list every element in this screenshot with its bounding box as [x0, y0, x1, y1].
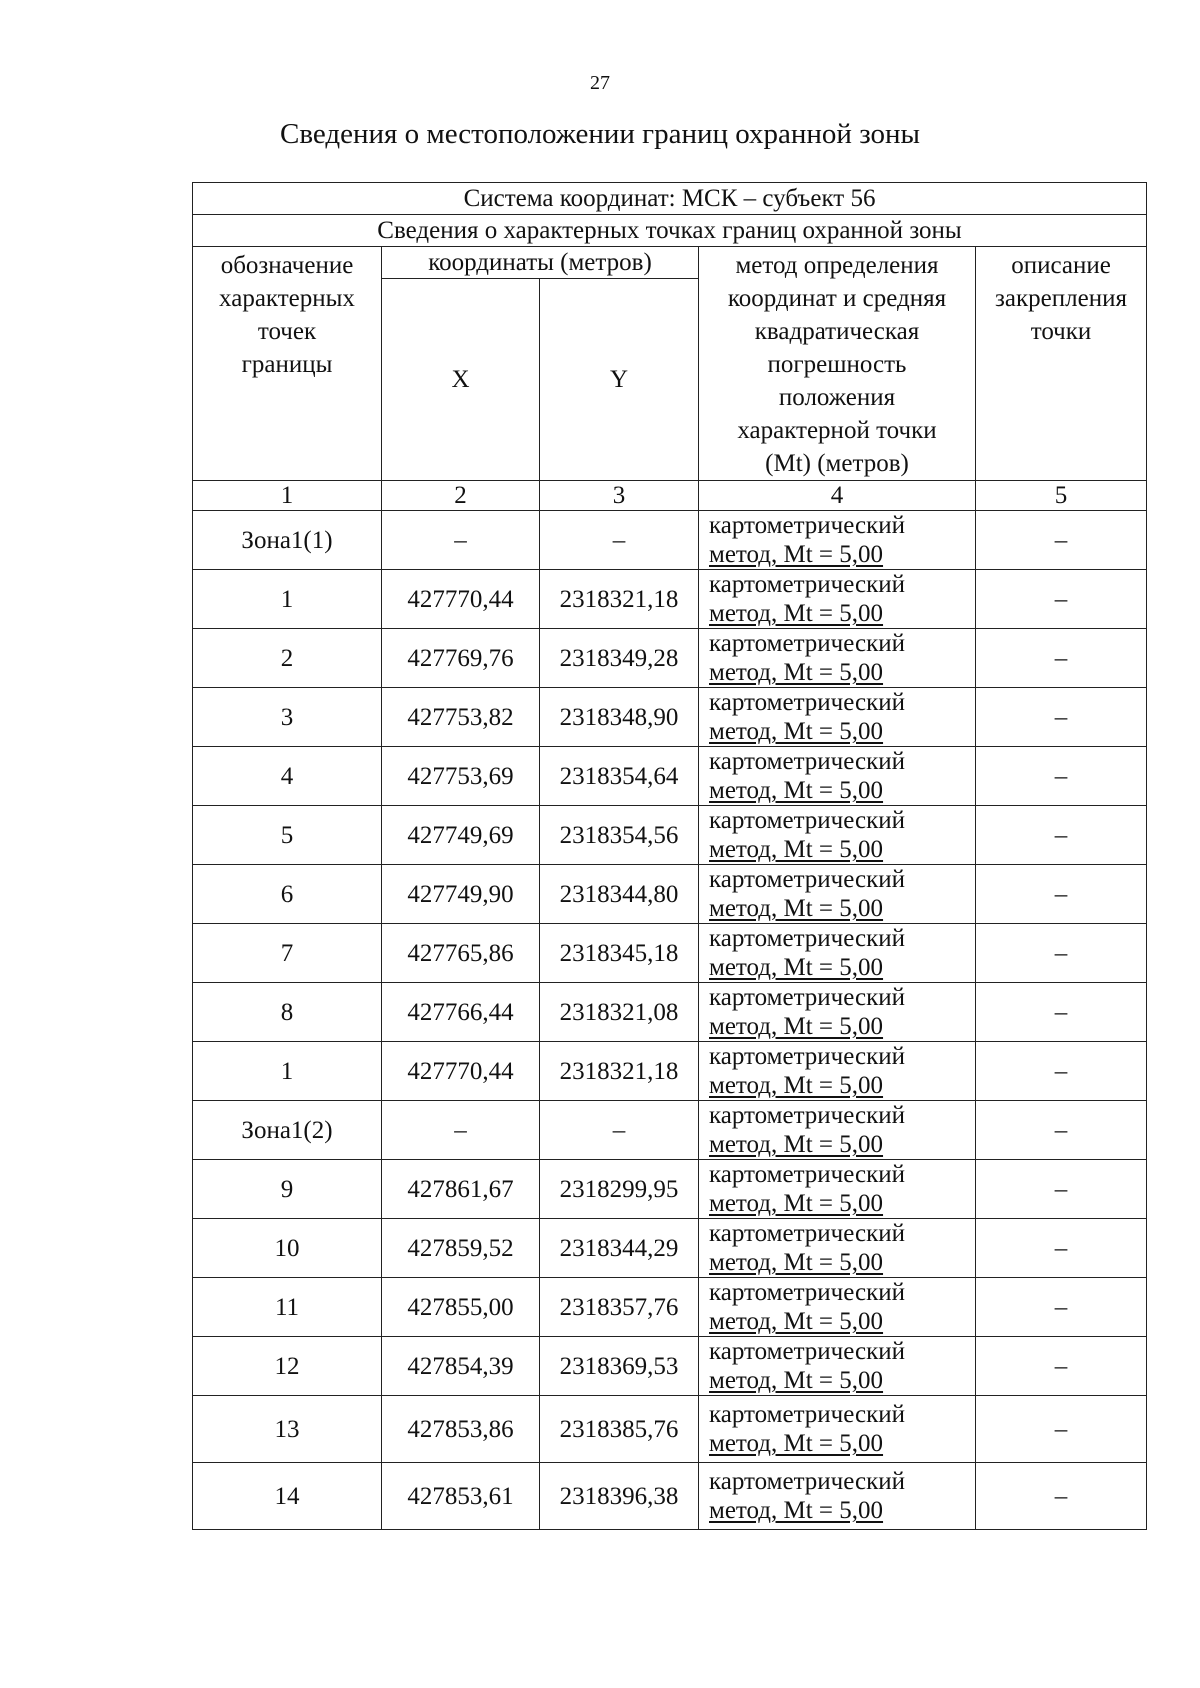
method-cell: [699, 1337, 976, 1396]
page-number: 27: [590, 72, 610, 94]
header-fixing: [976, 247, 1147, 481]
x-cell: 427770,44: [382, 1042, 540, 1101]
header-method-line: квадратическая: [754, 318, 920, 345]
table-row: [193, 1219, 1147, 1278]
header-point-line: характерных: [219, 285, 355, 312]
point-cell: 5: [193, 806, 382, 865]
column-numbers-row: [193, 481, 1147, 511]
point-cell: 13: [193, 1396, 382, 1463]
method-cell: [699, 865, 976, 924]
x-cell: 427765,86: [382, 924, 540, 983]
method-cell: [699, 1219, 976, 1278]
table-row: [193, 1101, 1147, 1160]
method-line: метод, Mt = 5,00: [709, 659, 884, 686]
method-line: картометрический: [709, 1279, 905, 1306]
point-cell: 12: [193, 1337, 382, 1396]
point-cell: 8: [193, 983, 382, 1042]
point-cell: 4: [193, 747, 382, 806]
method-line: картометрический: [709, 748, 905, 775]
y-cell: 2318321,18: [540, 1042, 699, 1101]
fixing-cell: –: [976, 570, 1147, 629]
point-cell: 1: [193, 570, 382, 629]
table-row: [193, 570, 1147, 629]
header-method-line: метод определения: [735, 252, 939, 279]
table-row: [193, 1042, 1147, 1101]
column-number: 4: [699, 481, 976, 511]
method-cell: [699, 983, 976, 1042]
y-cell: 2318385,76: [540, 1396, 699, 1463]
fixing-cell: –: [976, 1219, 1147, 1278]
header-x: X: [382, 279, 540, 481]
method-cell: [699, 570, 976, 629]
y-cell: –: [540, 511, 699, 570]
y-cell: 2318345,18: [540, 924, 699, 983]
table-row: [193, 747, 1147, 806]
column-number: 1: [193, 481, 382, 511]
method-line: картометрический: [709, 984, 905, 1011]
y-cell: 2318299,95: [540, 1160, 699, 1219]
header-point: [193, 247, 382, 481]
point-cell: 7: [193, 924, 382, 983]
fixing-cell: –: [976, 924, 1147, 983]
x-cell: 427861,67: [382, 1160, 540, 1219]
x-cell: 427749,69: [382, 806, 540, 865]
table-row: [193, 1337, 1147, 1396]
y-cell: 2318396,38: [540, 1463, 699, 1530]
method-cell: [699, 747, 976, 806]
header-row: [193, 247, 1147, 279]
table-row: [193, 865, 1147, 924]
column-number: 3: [540, 481, 699, 511]
method-cell: [699, 1101, 976, 1160]
x-cell: 427853,86: [382, 1396, 540, 1463]
table-row: [193, 924, 1147, 983]
header-method-line: (Mt) (метров): [765, 450, 909, 477]
method-line: метод, Mt = 5,00: [709, 836, 884, 863]
header-method-line: характерной точки: [737, 417, 937, 444]
header-point-line: обозначение: [220, 252, 354, 279]
y-cell: 2318369,53: [540, 1337, 699, 1396]
x-cell: 427769,76: [382, 629, 540, 688]
fixing-cell: –: [976, 1042, 1147, 1101]
fixing-cell: –: [976, 806, 1147, 865]
header-point-line: границы: [241, 351, 333, 378]
table-row: [193, 511, 1147, 570]
x-cell: –: [382, 1101, 540, 1160]
method-cell: [699, 688, 976, 747]
method-line: картометрический: [709, 1401, 905, 1428]
fixing-cell: –: [976, 747, 1147, 806]
document-title: Сведения о местоположении границ охранной зоны: [279, 118, 920, 150]
method-line: картометрический: [709, 630, 905, 657]
method-line: картометрический: [709, 571, 905, 598]
method-line: картометрический: [709, 1102, 905, 1129]
point-cell: 2: [193, 629, 382, 688]
x-cell: 427854,39: [382, 1337, 540, 1396]
method-line: картометрический: [709, 689, 905, 716]
method-cell: [699, 511, 976, 570]
fixing-cell: –: [976, 688, 1147, 747]
table-row: [193, 629, 1147, 688]
method-line: картометрический: [709, 1043, 905, 1070]
column-number: 5: [976, 481, 1147, 511]
point-cell: Зона1(2): [193, 1101, 382, 1160]
coord-system-label: Система координат: МСК – субъект 56: [193, 183, 1147, 215]
header-method: [699, 247, 976, 481]
method-line: метод, Mt = 5,00: [709, 1013, 884, 1040]
table-row: [193, 1160, 1147, 1219]
y-cell: –: [540, 1101, 699, 1160]
method-line: метод, Mt = 5,00: [709, 1497, 884, 1524]
table-row: [193, 688, 1147, 747]
point-cell: 3: [193, 688, 382, 747]
fixing-cell: –: [976, 1396, 1147, 1463]
x-cell: 427853,61: [382, 1463, 540, 1530]
method-line: метод, Mt = 5,00: [709, 1190, 884, 1217]
method-line: картометрический: [709, 1161, 905, 1188]
method-cell: [699, 629, 976, 688]
method-cell: [699, 1278, 976, 1337]
fixing-cell: –: [976, 983, 1147, 1042]
header-fixing-line: точки: [1030, 318, 1092, 345]
y-cell: 2318344,80: [540, 865, 699, 924]
y-cell: 2318349,28: [540, 629, 699, 688]
method-line: метод, Mt = 5,00: [709, 1249, 884, 1276]
x-cell: 427753,69: [382, 747, 540, 806]
coordinates-table: [192, 182, 1147, 1530]
header-coords: координаты (метров): [382, 247, 699, 279]
fixing-cell: –: [976, 511, 1147, 570]
table-row: [193, 1463, 1147, 1530]
method-line: метод, Mt = 5,00: [709, 541, 884, 568]
header-fixing-line: описание: [1011, 252, 1111, 279]
method-line: метод, Mt = 5,00: [709, 1072, 884, 1099]
fixing-cell: –: [976, 1101, 1147, 1160]
y-cell: 2318348,90: [540, 688, 699, 747]
fixing-cell: –: [976, 1278, 1147, 1337]
y-cell: 2318357,76: [540, 1278, 699, 1337]
y-cell: 2318354,56: [540, 806, 699, 865]
header-fixing-line: закрепления: [995, 285, 1127, 312]
method-line: метод, Mt = 5,00: [709, 777, 884, 804]
header-y: Y: [540, 279, 699, 481]
x-cell: 427753,82: [382, 688, 540, 747]
fixing-cell: –: [976, 865, 1147, 924]
method-line: метод, Mt = 5,00: [709, 1367, 884, 1394]
method-line: картометрический: [709, 925, 905, 952]
method-cell: [699, 806, 976, 865]
subtitle-row: [193, 215, 1147, 247]
point-cell: 1: [193, 1042, 382, 1101]
point-cell: 14: [193, 1463, 382, 1530]
table-row: [193, 983, 1147, 1042]
point-cell: 11: [193, 1278, 382, 1337]
method-line: картометрический: [709, 1220, 905, 1247]
method-line: метод, Mt = 5,00: [709, 895, 884, 922]
method-cell: [699, 1042, 976, 1101]
x-cell: 427766,44: [382, 983, 540, 1042]
method-line: картометрический: [709, 512, 905, 539]
method-cell: [699, 924, 976, 983]
method-line: метод, Mt = 5,00: [709, 1131, 884, 1158]
table-row: [193, 1278, 1147, 1337]
point-cell: 10: [193, 1219, 382, 1278]
y-cell: 2318354,64: [540, 747, 699, 806]
x-cell: –: [382, 511, 540, 570]
x-cell: 427749,90: [382, 865, 540, 924]
method-cell: [699, 1160, 976, 1219]
y-cell: 2318344,29: [540, 1219, 699, 1278]
point-cell: 9: [193, 1160, 382, 1219]
x-cell: 427770,44: [382, 570, 540, 629]
header-point-line: точек: [257, 318, 317, 345]
method-cell: [699, 1463, 976, 1530]
fixing-cell: –: [976, 1463, 1147, 1530]
table-row: [193, 1396, 1147, 1463]
x-cell: 427859,52: [382, 1219, 540, 1278]
fixing-cell: –: [976, 629, 1147, 688]
header-method-line: координат и средняя: [727, 285, 947, 312]
fixing-cell: –: [976, 1337, 1147, 1396]
method-line: метод, Mt = 5,00: [709, 600, 884, 627]
method-line: картометрический: [709, 1468, 905, 1495]
fixing-cell: –: [976, 1160, 1147, 1219]
header-method-line: положения: [778, 384, 896, 411]
x-cell: 427855,00: [382, 1278, 540, 1337]
table-row: [193, 806, 1147, 865]
method-line: картометрический: [709, 1338, 905, 1365]
method-line: метод, Mt = 5,00: [709, 718, 884, 745]
point-cell: 6: [193, 865, 382, 924]
coord-system-row: [193, 183, 1147, 215]
method-line: картометрический: [709, 807, 905, 834]
method-line: картометрический: [709, 866, 905, 893]
y-cell: 2318321,08: [540, 983, 699, 1042]
method-line: метод, Mt = 5,00: [709, 1308, 884, 1335]
method-line: метод, Mt = 5,00: [709, 1430, 884, 1457]
point-cell: Зона1(1): [193, 511, 382, 570]
method-cell: [699, 1396, 976, 1463]
table-subtitle: Сведения о характерных точках границ охранной зоны: [193, 215, 1147, 247]
column-number: 2: [382, 481, 540, 511]
method-line: метод, Mt = 5,00: [709, 954, 884, 981]
header-method-line: погрешность: [767, 351, 907, 378]
y-cell: 2318321,18: [540, 570, 699, 629]
